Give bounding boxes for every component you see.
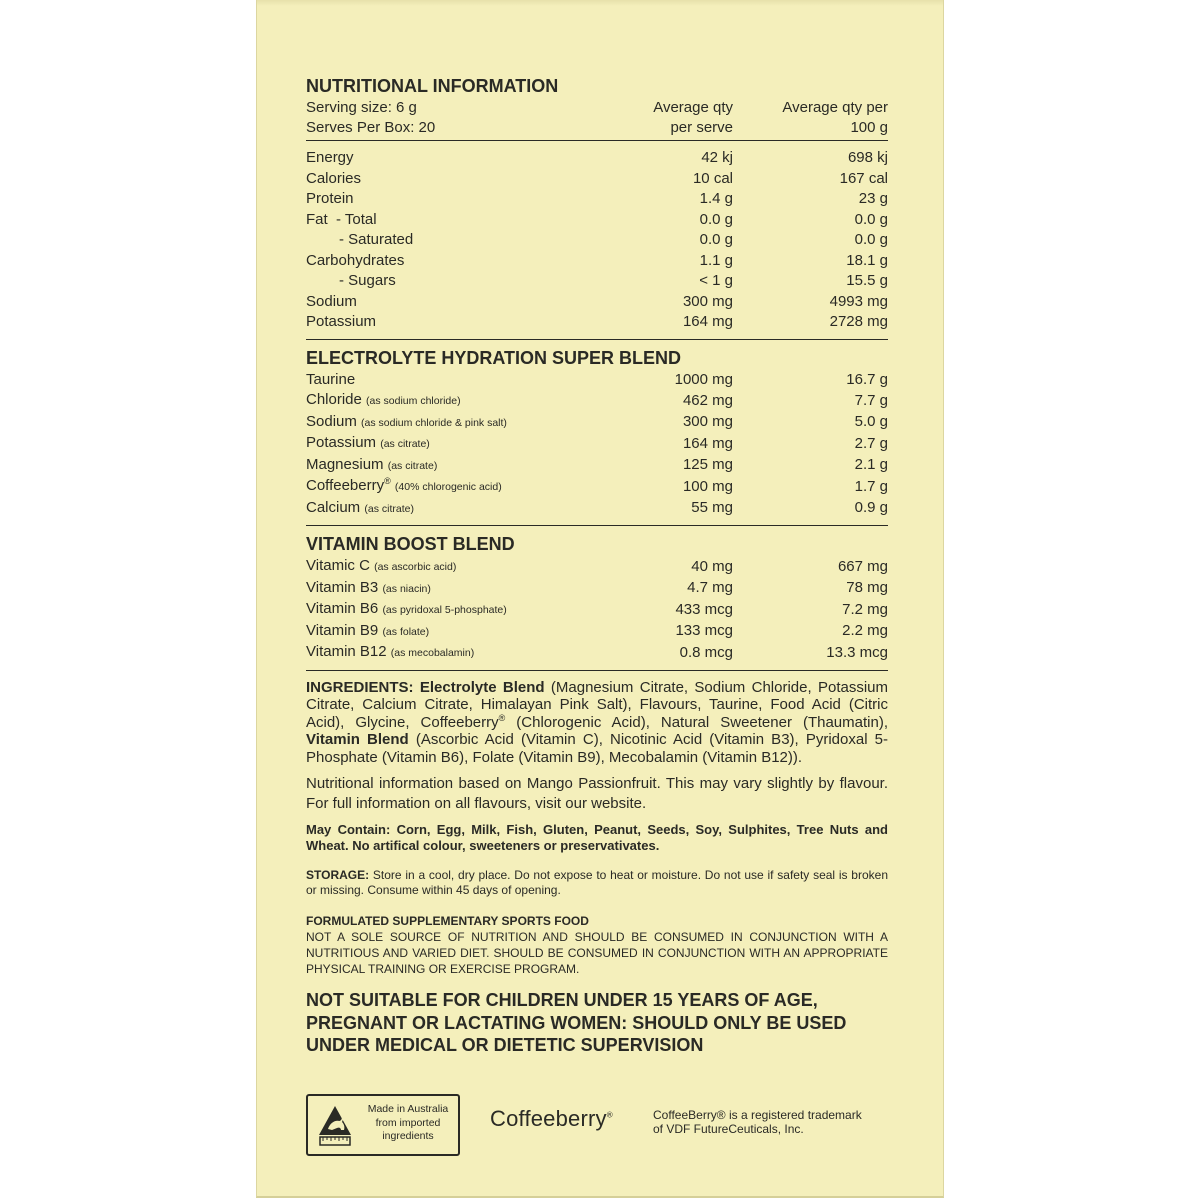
kangaroo-triangle-icon [318,1105,352,1147]
table-row: Potassium 164 mg 2728 mg [306,313,888,330]
table-row: Sodium 300 mg 4993 mg [306,292,888,310]
ingredients-text: INGREDIENTS: Electrolyte Blend (Magnesium Citrate, Sodium Chloride, Potassium Citrate, Calcium Citrate, Himalayan Pink Salt), Flavours, Taurine, Food Acid (Citric Acid), Glycine, Coffeeberry® (Chlorogenic Acid), Natural Sweetener (Thaumatin), Vitamin Blend (Ascorbic Acid (Vitamin C), Nicotinic Acid (Vitamin B3), Pyridoxal 5-Phosphate (Vitamin B6), Folate (Vitamin B9), Mecobalamin (Vitamin B12)). [306,678,888,766]
table-row: Sodium (as sodium chloride & pink salt) 300 mg 5.0 g [306,412,888,430]
table-row: Chloride (as sodium chloride) 462 mg 7.7 g [306,391,888,409]
label-content [306,74,888,1057]
flavour-note: Nutritional information based on Mango Passionfruit. This may vary slightly by flavour. For full information on all flavours, visit our website. [306,775,888,812]
table-row: Vitamin B6 (as pyridoxal 5-phosphate) 433 mcg 7.2 mg [306,600,888,618]
col-per-serve-line1: Average qty [653,99,733,116]
table-row: Vitamic C (as ascorbic acid) 40 mg 667 mg [306,557,888,575]
warning-statement: NOT SUITABLE FOR CHILDREN UNDER 15 YEARS OF AGE, PREGNANT OR LACTATING WOMEN: SHOULD ONLY BE USED UNDER MEDICAL OR DIETETIC SUPERVISION [306,990,847,1055]
product-box-back [256,0,944,1198]
col-per-100-line1: Average qty per [782,99,888,116]
made-in-australia-text: Made in Australia from imported ingredients [367,1103,449,1142]
table-row: Calcium (as citrate) 55 mg 0.9 g [306,498,888,516]
serving-size: Serving size: 6 g [306,99,417,116]
box-top-edge [257,0,943,6]
storage-text: STORAGE: Store in a cool, dry place. Do not expose to heat or moisture. Do not use if safety seal is broken or missing. Consume within 45 days of opening. [306,868,888,897]
col-per-100-line2: 100 g [850,119,888,136]
electrolyte-title: ELECTROLYTE HYDRATION SUPER BLEND [306,347,682,368]
allergen-statement: May Contain: Corn, Egg, Milk, Fish, Gluten, Peanut, Seeds, Soy, Sulphites, Tree Nuts and Wheat. No artifical colour, sweeteners or preservativates. [306,822,888,853]
electrolyte-table [306,370,888,520]
table-row: Energy 42 kj 698 kj [306,149,888,166]
vitamin-table [306,556,888,664]
nutrition-header [306,98,888,140]
table-row: - Sugars < 1 g 15.5 g [339,272,888,289]
table-row: Calories 10 cal 167 cal [306,169,888,187]
trademark-notice: CoffeeBerry® is a registered trademark of VDF FutureCeuticals, Inc. [653,1108,862,1136]
label-footer [306,1094,888,1158]
nutrition-title: NUTRITIONAL INFORMATION [306,76,559,96]
table-row: Fat - Total 0.0 g 0.0 g [306,210,888,228]
table-row: Vitamin B12 (as mecobalamin) 0.8 mcg 13.3 mcg [306,643,888,661]
table-row: Potassium (as citrate) 164 mg 2.7 g [306,434,888,452]
table-row: Coffeeberry® (40% chlorogenic acid) 100 mg 1.7 g [306,476,888,495]
table-row: - Saturated 0.0 g 0.0 g [339,231,888,248]
table-row: Protein 1.4 g 23 g [306,190,888,207]
formulated-title: FORMULATED SUPPLEMENTARY SPORTS FOOD [306,914,589,928]
table-row: Vitamin B3 (as niacin) 4.7 mg 78 mg [306,578,888,596]
coffeeberry-logo: Coffeeberry® [490,1106,613,1131]
table-row: Magnesium (as citrate) 125 mg 2.1 g [306,455,888,473]
col-per-serve-line2: per serve [670,119,733,136]
vitamin-title: VITAMIN BOOST BLEND [306,534,515,554]
made-in-australia-badge [306,1094,460,1156]
table-row: Vitamin B9 (as folate) 133 mcg 2.2 mg [306,621,888,639]
table-row: Taurine 1000 mg 16.7 g [306,370,888,388]
nutrition-table [306,148,888,333]
serves-per-box: Serves Per Box: 20 [306,119,436,136]
table-row: Carbohydrates 1.1 g 18.1 g [306,251,888,269]
formulated-text: NOT A SOLE SOURCE OF NUTRITION AND SHOULD BE CONSUMED IN CONJUNCTION WITH A NUTRITIOUS AND VARIED DIET. SHOULD BE CONSUMED IN CONJUNCTION WITH AN APPROPRIATE PHYSICAL TRAINING OR EXERCISE PROGRAM. [306,930,888,976]
